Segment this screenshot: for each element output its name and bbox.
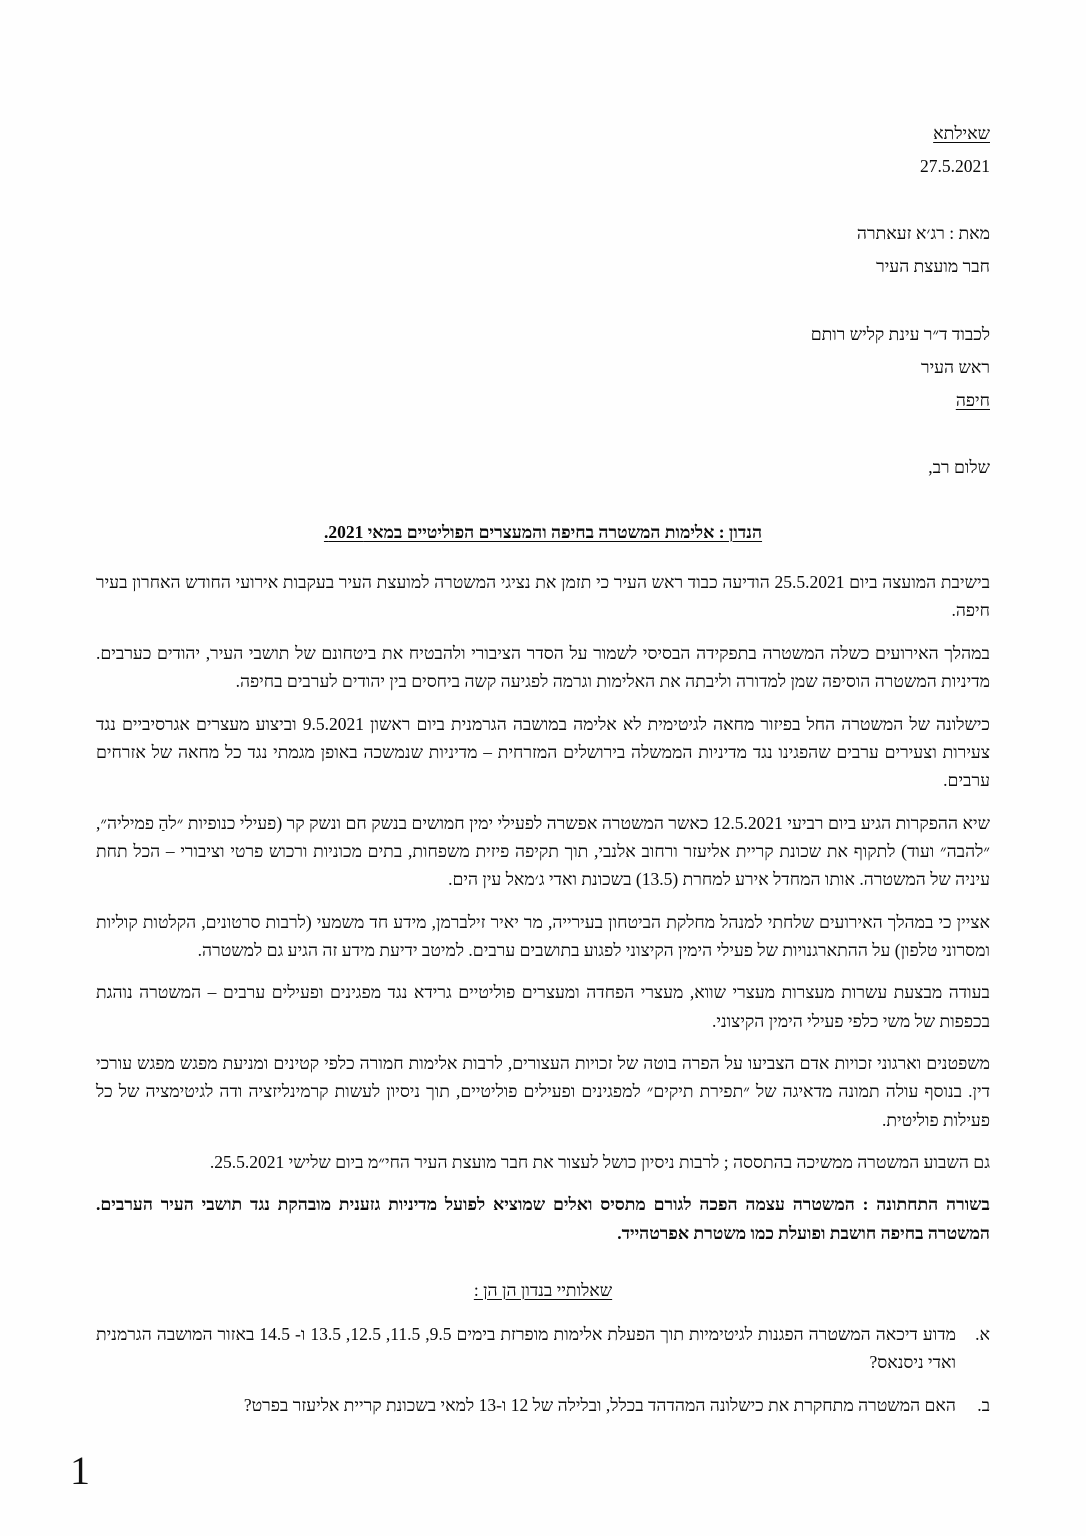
paragraph: שיא ההפקרות הגיע ביום רביעי 12.5.2021 כאשר המשטרה אפשרה לפעילי ימין חמושים בנשק חם ונשק קר (פעילי כנופיות ״להַ פמיליה״, ״להבה״ ועוד) לתקוף את שכונת קריית אליעזר ורחוב אלנבי, תוך תקיפה פיזית משפחות, בתים מכוניות ורכוש פרטי וציבורי – הכל תחת עיניה של המשטרה. אותו המחדל אירע למחרת (13.5) בשכונת ואדי ג׳מאל עין הים. (96, 812, 990, 890)
paragraph: גם השבוע המשטרה ממשיכה בהתססה ; לרבות ניסיון כושל לעצור את חבר מועצת העיר החי״מ ביום שלישי 25.5.2021. (209, 1151, 990, 1172)
paragraph: בעודה מבצעת עשרות מעצרות מעצרי שווא, מעצרי הפחדה ומעצרים פוליטיים גרידא נגד מפגינים ופעילים ערבים – המשטרה נוהגת בכפפות של משי כלפי פעילי הימין הקיצוני. (96, 982, 990, 1031)
question-text: האם המשטרה מתחקרת את כישלונה המהדהד בכלל, ובלילה של 12 ו-13 למאי בשכונת קריית אליעזר בפרט? (243, 1394, 956, 1415)
paragraph: משפטנים וארגוני זכויות אדם הצביעו על הפרה בוטה של זכויות העצורים, לרבות אלימות חמורה כלפי קטינים ומניעת מפגש מפגש עורכי דין. בנוסף עולה תמונה מדאיגה של ״תפירת תיקים״ למפגינים ופעילים פוליטיים, תוך ניסיון לעשות קרמינליזציה ודה לגיטימציה של כל פעילות פוליטית. (96, 1052, 990, 1130)
questions-list (96, 1320, 990, 1419)
list-item (96, 1320, 990, 1377)
paragraphs-container (96, 568, 990, 1247)
paragraph: בישיבת המועצה ביום 25.5.2021 הודיעה כבוד ראש העיר כי תזמן את נציגי המשטרה למועצת העיר בעקבות אירועי החודש האחרון בעיר חיפה. (96, 572, 990, 621)
document-title: שאילתא (933, 123, 990, 143)
question-marker: א. (975, 1324, 990, 1345)
recipient-city: חיפה (955, 389, 990, 410)
question-marker: ב. (977, 1394, 990, 1415)
paragraph: במהלך האירועים כשלה המשטרה בתפקידה הבסיסי לשמור על הסדר הציבורי ולהבטיח את ביטחונם של תושבי העיר, יהודים כערבים. מדיניות המשטרה הוסיפה שמן למדורה וליבתה את האלימות וגרמה לפגיעה קשה ביחסים בין יהודים לערבים בחיפה. (96, 642, 990, 692)
list-item (96, 1391, 990, 1419)
recipient-name: לכבוד ד״ר עינת קליש רותם (810, 323, 990, 344)
recipient-role: ראש העיר (920, 356, 990, 377)
sender-role: חבר מועצת העיר (876, 256, 990, 277)
page-number: 1 (70, 1448, 90, 1493)
document-body (96, 120, 990, 1419)
subject-line: הנדון : אלימות המשטרה בחיפה והמעצרים הפוליטיים במאי 2021. (323, 522, 763, 542)
paragraph: כישלונה של המשטרה החל בפיזור מחאה לגיטימית לא אלימה במושבה הגרמנית ביום ראשון 9.5.2021 וביצוע מעצרים אגרסיביים נגד צעירות וצעירים ערבים שהפגינו נגד מדיניות הממשלה בירושלים המזרחית – מדיניות שנמשכה באופן מגמתי נגד כל מחאה של אזרחים ערבים. (96, 713, 990, 791)
sender-name: מאת : רג׳א זעאתרה (856, 223, 990, 244)
document-date: 27.5.2021 (920, 156, 990, 177)
conclusion-paragraph: בשורה התחתונה : המשטרה עצמה הפכה לגורם מתסיס ואלים שמוציא לפועל מדיניות גזענית מובהקת נגד תושבי העיר הערבים. המשטרה בחיפה חושבת ופועלת כמו משטרת אפרטהייד. (96, 1194, 990, 1243)
greeting: שלום רב, (928, 456, 990, 477)
questions-heading: שאלותיי בנדון הן הן : (473, 1280, 613, 1300)
paragraph: אציין כי במהלך האירועים שלחתי למנהל מחלקת הביטחון בעירייה, מר יאיר זילברמן, מידע חד משמעי (לרבות סרטונים, הקלטות קוליות ומסרוני טלפון) על ההתארגנויות של פעילי הימין הקיצוני לפגוע בתושבים ערבים. למיטב ידיעת מידע זה הגיע גם למשטרה. (96, 911, 990, 960)
question-text: מדוע דיכאה המשטרה הפגנות לגיטימיות תוך הפעלת אלימות מופרזת בימים 9.5, 11.5, 12.5, 13.5 ו- 14.5 באזור המושבה הגרמנית ואדי ניסנאס? (96, 1324, 957, 1373)
letter-header (96, 120, 990, 481)
